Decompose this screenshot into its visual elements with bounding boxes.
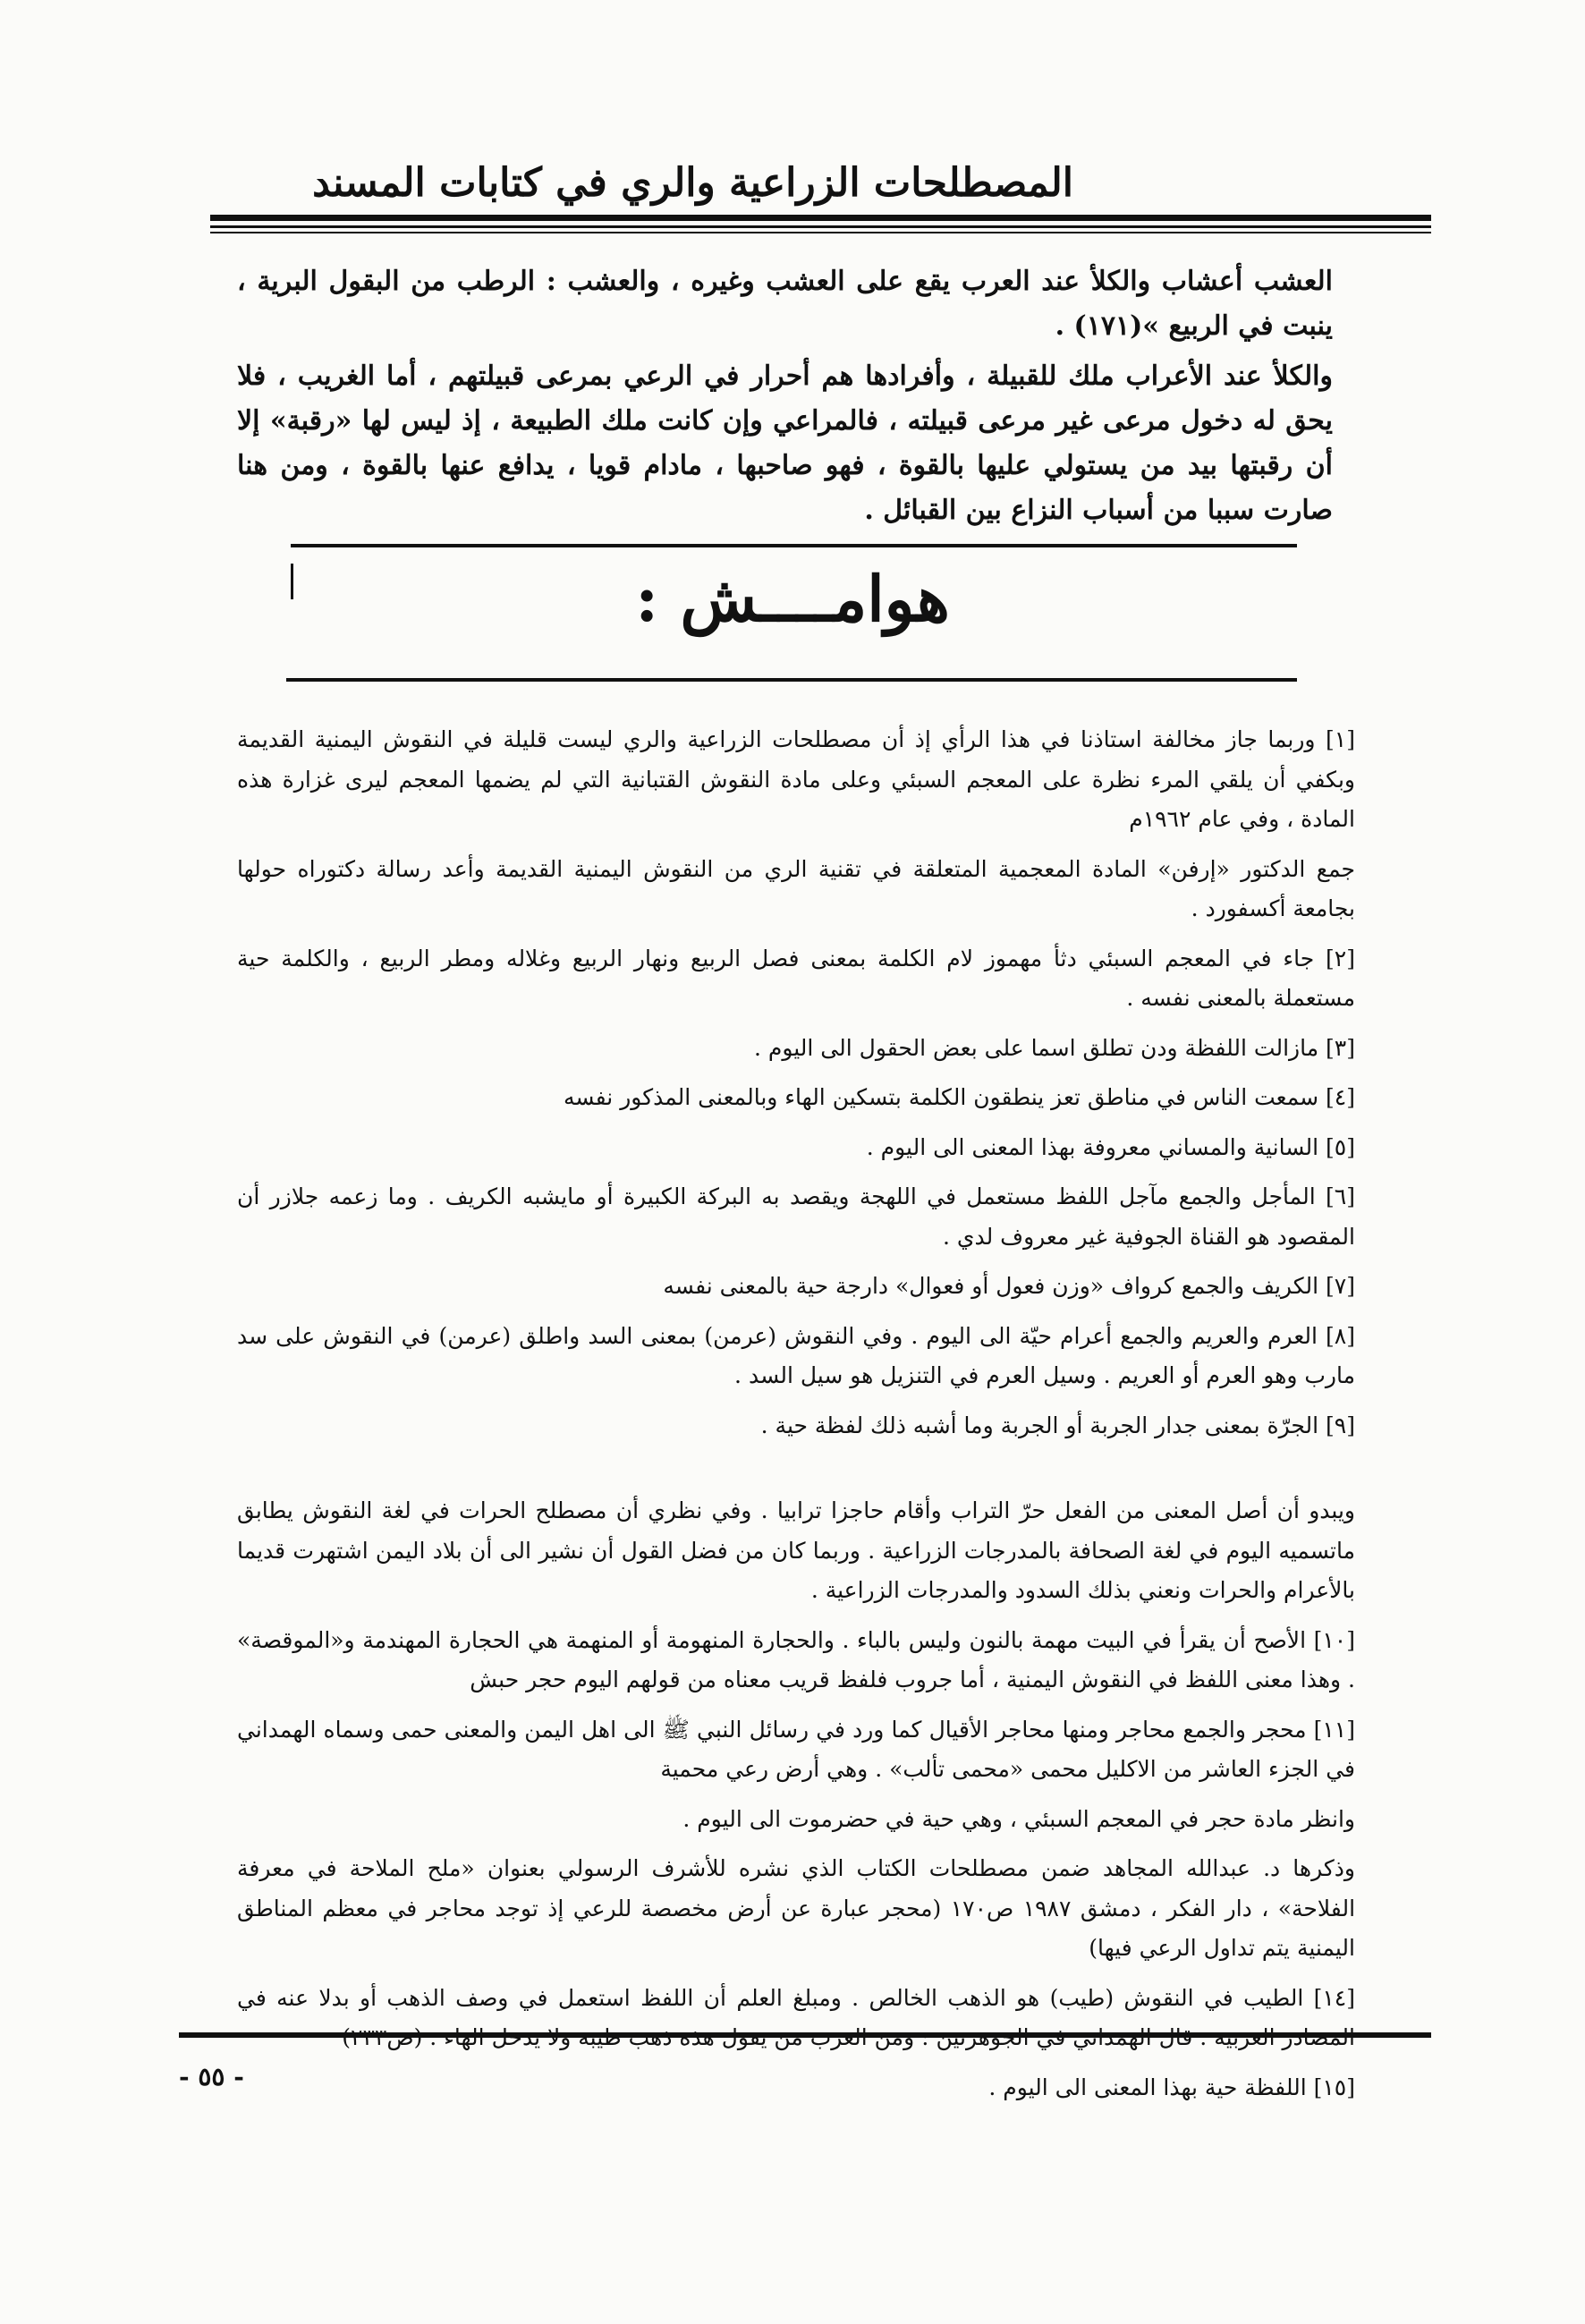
footnotes-rule-bottom (286, 678, 1297, 682)
spacer (237, 1455, 1355, 1491)
body-paragraph: والكلأ عند الأعراب ملك للقبيلة ، وأفرادها هم أحرار في الرعي بمرعى قبيلتهم ، أما الغريب ، فلا يحق له دخول مرعى غير مرعى قبيلته ، فالمراعي وإن كانت ملك الطبيعة ، إذ ليس لها «رقبة» إلا أن رقبتها بيد من يستولي عليها بالقوة ، فهو صاحبها ، مادام قويا ، يدافع عنها بالقوة ، ومن هنا صارت سببا من أسباب النزاع بين القبائل . (237, 360, 1333, 526)
body-text (237, 259, 1333, 539)
footnote-item: [٢] جاء في المعجم السبئي دثأ مهموز لام الكلمة بمعنى فصل الربيع ونهار الربيع وغلاله ومطر الربيع ، والكلمة حية مستعملة بالمعنى نفسه . (237, 945, 1355, 1011)
footnote-item: وذكرها د. عبدالله المجاهد ضمن مصطلحات الكتاب الذي نشره للأشرف الرسولي بعنوان «ملح الملاحة في معرفة الفلاحة» ، دار الفكر ، دمشق ١٩٨٧ ص١٧٠ (محجر عبارة عن أرض مخصصة للرعي إذ توجد محاجر في معظم المناطق اليمنية يتم تداول الرعي فيها) (237, 1855, 1356, 1961)
footnote-item: وانظر مادة حجر في المعجم السبئي ، وهي حية في حضرموت الى اليوم . (682, 1805, 1355, 1832)
footnote-item: [١١] محجر والجمع محاجر ومنها محاجر الأقيال كما ورد في رسائل النبي ﷺ الى اهل اليمن والمعنى حمى وسماه الهمداني في الجزء العاشر من الاكليل محمى «محمى تألب» . وهي أرض رعي محمية (237, 1716, 1355, 1782)
footnote-item: [٣] مازالت اللفظة ودن تطلق اسما على بعض الحقول الى اليوم . (753, 1034, 1355, 1061)
footnote-item: [١٥] اللفظة حية بهذا المعنى الى اليوم . (988, 2074, 1355, 2100)
header-rule-thick (210, 215, 1431, 221)
footnote-item: [٥] السانية والمساني معروفة بهذا المعنى الى اليوم . (866, 1133, 1355, 1160)
footnote-item: [٧] الكريف والجمع كرواف «وزن فعول أو فعوال» دارجة حية بالمعنى نفسه (663, 1273, 1355, 1299)
footnotes-heading: هوامــــش : (635, 562, 950, 636)
footnote-item: [٩] الجرّة بمعنى جدار الجربة أو الجربة وما أشبه ذلك لفظة حية . (760, 1412, 1355, 1438)
running-header: المصطلحات الزراعية والري في كتابات المسند (312, 160, 1073, 206)
footnote-item: [٨] العرم والعريم والجمع أعرام حيّة الى اليوم . وفي النقوش (عرمن) بمعنى السد واطلق (عرمن) في النقوش على سد مارب وهو العرم أو العريم . وسيل العرم في التنزيل هو سيل السد . (237, 1322, 1355, 1388)
footnote-item: ويبدو أن أصل المعنى من الفعل حرّ التراب وأقام حاجزا ترابيا . وفي نظري أن مصطلح الحرات في لغة النقوش يطابق ماتسميه اليوم في لغة الصحافة بالمدرجات الزراعية . وربما كان من فضل القول أن نشير الى أن بلاد اليمن اشتهرت قديما بالأعرام والحرات ونعني بذلك السدود والمدرجات الزراعية . (237, 1497, 1355, 1603)
footnote-item: [٦] المأجل والجمع مآجل اللفظ مستعمل في اللهجة ويقصد به البركة الكبيرة أو مايشبه الكريف . وما زعمه جلازر أن المقصود هو القناة الجوفية غير معروف لدي . (237, 1183, 1355, 1250)
header-rule-thin (210, 225, 1431, 228)
footnotes-list (237, 720, 1355, 2117)
footnote-item: جمع الدكتور «إرفن» المادة المعجمية المتعلقة في تقنية الري من النقوش اليمنية القديمة وأعد رسالة دكتوراه حولها بجامعة أكسفورد . (237, 855, 1355, 921)
body-paragraph: العشب أعشاب والكلأ عند العرب يقع على العشب وغيره ، والعشب : الرطب من البقول البرية ، ينبت في الربيع »(١٧١) . (237, 266, 1333, 342)
footnote-item: [١٠] الأصح أن يقرأ في البيت مهمة بالنون وليس بالباء . والحجارة المنهومة أو المنهمة هي الحجارة المهندمة و«الموقصة» . وهذا معنى اللفظ في النقوش اليمنية ، أما جروب فلفظ قريب معناه من قولهم اليوم حجر حبش (237, 1626, 1355, 1692)
footnote-item: [٤] سمعت الناس في مناطق تعز ينطقون الكلمة بتسكين الهاء وبالمعنى المذكور نفسه (563, 1084, 1355, 1110)
footnote-item: [١] وربما جاز مخالفة استاذنا في هذا الرأي إذ أن مصطلحات الزراعية والري ليست قليلة في النقوش اليمنية القديمة وبكفي أن يلقي المرء نظرة على المعجم السبئي وعلى مادة النقوش القتبانية التي لم يضمها المعجم ليرى غزارة هذه المادة ، وفي عام ١٩٦٢م (237, 726, 1355, 832)
footnotes-rule-top (291, 544, 1297, 547)
page-number: - ٥٥ - (179, 2062, 244, 2091)
footnote-item: [١٤] الطيب في النقوش (طيب) هو الذهب الخالص . ومبلغ العلم أن اللفظ استعمل في وصف الذهب أو بدلا عنه في (237, 1984, 1355, 2011)
footer-rule (179, 2032, 1431, 2038)
header-rule-thin-lower (210, 232, 1431, 233)
